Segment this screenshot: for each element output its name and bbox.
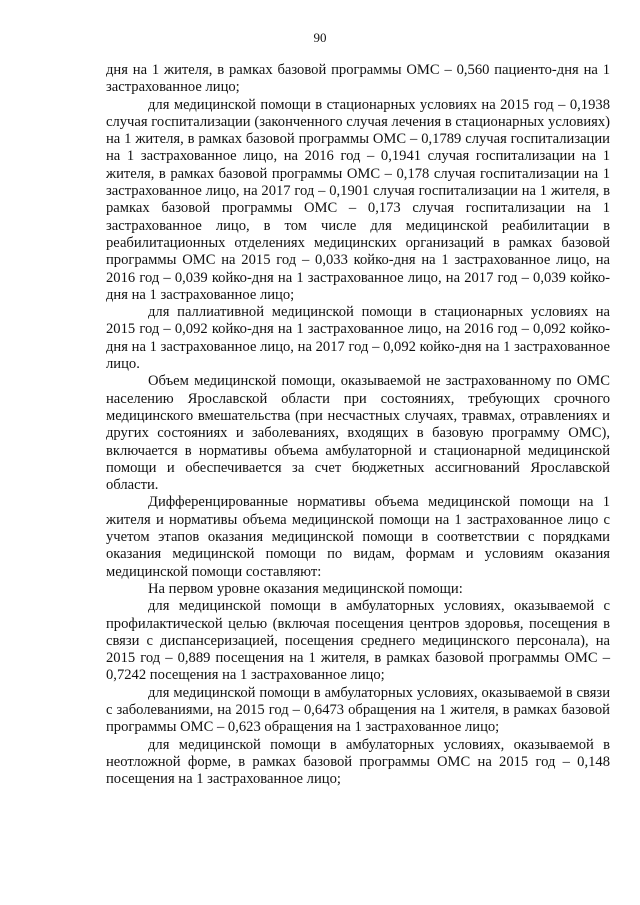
paragraph-7: для медицинской помощи в амбулаторных условиях, оказываемой с профилактической целью (включая посещения центров здоровья, посещения в связи с диспансеризацией, посещения среднего медицинского персонала), на 2015 год – 0,889 посещения на 1 жителя, в рамках базовой программы ОМС – 0,7242 посещения на 1 застрахованное лицо; [106, 598, 610, 684]
paragraph-8: для медицинской помощи в амбулаторных условиях, оказываемой в связи с заболеваниями, на 2015 год – 0,6473 обращения на 1 жителя, в рамках базовой программы ОМС – 0,623 обращения на 1 застрахованное лицо; [106, 684, 610, 736]
paragraph-6: На первом уровне оказания медицинской помощи: [148, 580, 463, 597]
paragraph-9: для медицинской помощи в амбулаторных условиях, оказываемой в неотложной форме, в рамках базовой программы ОМС на 2015 год – 0,148 посещения на 1 застрахованное лицо; [106, 736, 610, 788]
paragraph-4: Объем медицинской помощи, оказываемой не застрахованному по ОМС населению Ярославской области при состояниях, требующих срочного медицинского вмешательства (при несчастных случаях, травмах, отравлениях и других состояниях и заболеваниях, входящих в базовую программу ОМС), включается в нормативы объема амбулаторной и стационарной медицинской помощи и обеспечивается за счет бюджетных ассигнований Ярославской области. [106, 373, 610, 494]
document-body [106, 62, 610, 788]
paragraph-3: для паллиативной медицинской помощи в стационарных условиях на 2015 год – 0,092 койко-дня на 1 застрахованное лицо, на 2016 год – 0,092 койко-дня на 1 застрахованное лицо, на 2017 год – 0,092 койко-дня на 1 застрахованное лицо. [106, 304, 610, 373]
paragraph-5: Дифференцированные нормативы объема медицинской помощи на 1 жителя и нормативы объема медицинской помощи на 1 застрахованное лицо с учетом этапов оказания медицинской помощи в соответствии с порядками оказания медицинской помощи по видам, формам и условиям оказания медицинской помощи составляют: [106, 494, 610, 580]
paragraph-1: дня на 1 жителя, в рамках базовой программы ОМС – 0,560 пациенто-дня на 1 застрахованное лицо; [106, 62, 610, 96]
paragraph-2: для медицинской помощи в стационарных условиях на 2015 год – 0,1938 случая госпитализации (законченного случая лечения в стационарных условиях) на 1 жителя, в рамках базовой программы ОМС – 0,1789 случая госпитализации на 1 застрахованное лицо, на 2016 год – 0,1941 случая госпитализации на 1 жителя, в рамках базовой программы ОМС – 0,178 случая госпитализации на 1 застрахованное лицо, на 2017 год – 0,1901 случая госпитализации на 1 жителя, в рамках базовой программы ОМС – 0,173 случая госпитализации на 1 застрахованное лицо, в том числе для медицинской реабилитации в реабилитационных отделениях медицинских организаций в рамках базовой программы ОМС на 2015 год – 0,033 койко-дня на 1 застрахованное лицо, на 2016 год – 0,039 койко-дня на 1 застрахованное лицо, на 2017 год – 0,039 койко-дня на 1 застрахованное лицо; [106, 96, 610, 303]
page-number: 90 [313, 30, 327, 45]
